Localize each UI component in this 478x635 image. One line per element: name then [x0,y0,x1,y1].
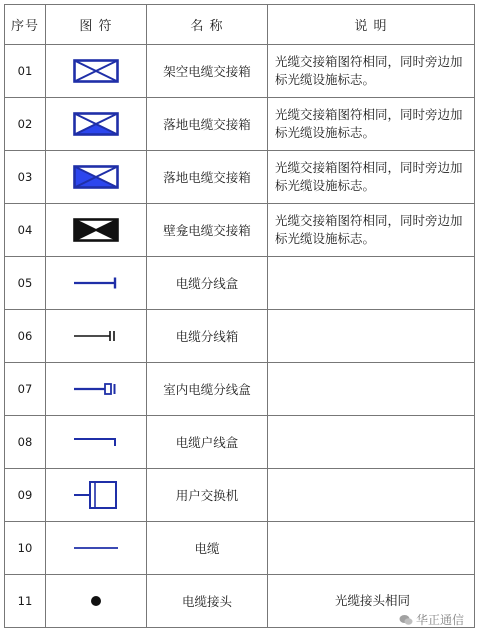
table-row [5,151,475,204]
row-no: 11 [5,575,46,628]
table-row [5,204,475,257]
wechat-icon [399,614,413,626]
row-no: 07 [5,363,46,416]
row-no: 03 [5,151,46,204]
row-no: 05 [5,257,46,310]
header-name: 名 称 [147,5,268,45]
symbol-legend-table [4,4,475,628]
row-desc: 光缆交接箱图符相同，同时旁边加标光缆设施标志。 [268,151,475,204]
row-no: 02 [5,98,46,151]
household-box-icon [73,434,119,450]
row-name: 用户交换机 [147,469,268,522]
row-desc: 光缆交接箱图符相同，同时旁边加标光缆设施标志。 [268,204,475,257]
header-symbol: 图 符 [46,5,147,45]
row-name: 电缆接头 [147,575,268,628]
watermark [399,611,464,628]
pbx-icon [73,480,119,510]
row-desc [268,310,475,363]
cabinet-floor-icon [73,112,119,136]
cabinet-floor-filled-icon [73,165,119,189]
row-name: 落地电缆交接箱 [147,98,268,151]
row-desc [268,363,475,416]
table-row [5,98,475,151]
indoor-distribution-box-icon [73,381,119,397]
row-desc: 光缆接头相同 [268,575,475,628]
row-name: 电缆户线盒 [147,416,268,469]
row-name: 室内电缆分线盒 [147,363,268,416]
cabinet-aerial-icon [73,59,119,83]
row-name: 电缆 [147,522,268,575]
header-desc: 说 明 [268,5,475,45]
row-desc: 光缆交接箱图符相同，同时旁边加标光缆设施标志。 [268,45,475,98]
table-row [5,416,475,469]
row-no: 06 [5,310,46,363]
header-no: 序号 [5,5,46,45]
distribution-cabinet-icon [73,328,119,344]
row-name: 落地电缆交接箱 [147,151,268,204]
watermark-text: 华正通信 [415,613,464,627]
row-desc [268,257,475,310]
row-no: 10 [5,522,46,575]
table-row [5,363,475,416]
row-desc: 光缆交接箱图符相同，同时旁边加标光缆设施标志。 [268,98,475,151]
table-row [5,522,475,575]
cable-joint-icon [73,594,119,608]
row-desc [268,469,475,522]
row-name: 电缆分线盒 [147,257,268,310]
row-no: 04 [5,204,46,257]
row-no: 08 [5,416,46,469]
table-row [5,469,475,522]
cabinet-wall-icon [73,218,119,242]
row-name: 壁龛电缆交接箱 [147,204,268,257]
row-name: 架空电缆交接箱 [147,45,268,98]
row-no: 01 [5,45,46,98]
table-header-row [5,5,475,45]
cable-line-icon [73,543,119,553]
row-no: 09 [5,469,46,522]
row-desc [268,416,475,469]
distribution-box-icon [73,275,119,291]
row-desc [268,522,475,575]
table-row [5,257,475,310]
table-row [5,45,475,98]
table-row [5,310,475,363]
row-name: 电缆分线箱 [147,310,268,363]
